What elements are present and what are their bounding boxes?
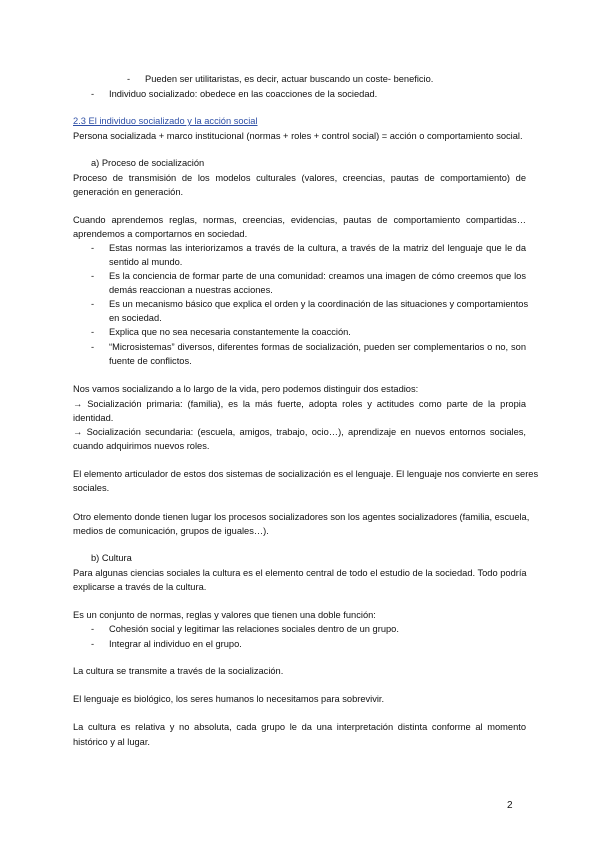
paragraph: sociales. <box>73 483 110 493</box>
subsection-title-a: a) Proceso de socialización <box>91 158 205 168</box>
list-bullet: - <box>91 271 95 281</box>
list-bullet: - <box>91 299 95 309</box>
list-item: Estas normas las interiorizamos a través de la cultura, a través de la matriz del lenguaje que le da <box>109 243 526 253</box>
paragraph: El elemento articulador de estos dos sistemas de socialización es el lenguaje. El lenguaje nos convierte en seres <box>73 469 539 479</box>
paragraph: Es un conjunto de normas, reglas y valores que tienen una doble función: <box>73 610 376 620</box>
formula-text: Persona socializada + marco institucional (normas + roles + control social) = acción o comportamiento social. <box>73 131 523 141</box>
section-heading: 2.3 El individuo socializado y la acción social <box>73 116 258 126</box>
page-number: 2 <box>507 800 513 811</box>
list-bullet: - <box>91 327 95 337</box>
list-item: fuente de conflictos. <box>109 356 192 366</box>
paragraph: medios de comunicación, grupos de iguales…). <box>73 526 269 536</box>
list-item: sentido al mundo. <box>109 257 183 267</box>
paragraph: → Socialización primaria: (familia), es la más fuerte, adopta roles y actitudes como parte de la propia <box>73 399 526 409</box>
list-bullet: - <box>127 74 131 84</box>
paragraph: identidad. <box>73 413 114 423</box>
list-item: Cohesión social y legitimar las relaciones sociales dentro de un grupo. <box>109 624 399 634</box>
paragraph: Para algunas ciencias sociales la cultura es el elemento central de todo el estudio de la sociedad. Todo podría <box>73 568 527 578</box>
list-item: Es la conciencia de formar parte de una comunidad: creamos una imagen de cómo creemos que los <box>109 271 526 281</box>
paragraph: cuando adquirimos nuevos roles. <box>73 441 210 451</box>
paragraph: La cultura se transmite a través de la socialización. <box>73 666 284 676</box>
paragraph: → Socialización secundaria: (escuela, amigos, trabajo, ocio…), aprendizaje en nuevos entornos sociales, <box>73 427 526 437</box>
list-item: “Microsistemas” diversos, diferentes formas de socialización, pueden ser complementarios o no, son <box>109 342 526 352</box>
paragraph: Cuando aprendemos reglas, normas, creencias, evidencias, pautas de comportamiento compartidas… <box>73 215 526 225</box>
paragraph: aprendemos a comportarnos en sociedad. <box>73 229 248 239</box>
paragraph: El lenguaje es biológico, los seres humanos lo necesitamos para sobrevivir. <box>73 694 385 704</box>
list-item: Individuo socializado: obedece en las coacciones de la sociedad. <box>109 89 378 99</box>
list-item: en sociedad. <box>109 313 162 323</box>
paragraph: Proceso de transmisión de los modelos culturales (valores, creencias, pautas de comportamiento) de <box>73 173 526 183</box>
paragraph: Otro elemento donde tienen lugar los procesos socializadores son los agentes socializadores (familia, escuela, <box>73 512 530 522</box>
list-item: Integrar al individuo en el grupo. <box>109 639 242 649</box>
paragraph: Nos vamos socializando a lo largo de la vida, pero podemos distinguir dos estadios: <box>73 384 419 394</box>
list-item: Es un mecanismo básico que explica el orden y la coordinación de las situaciones y comportamientos <box>109 299 529 309</box>
list-item: Explica que no sea necesaria constantemente la coacción. <box>109 327 351 337</box>
paragraph: histórico y al lugar. <box>73 737 150 747</box>
list-item: demás reaccionan a nuestras acciones. <box>109 285 273 295</box>
paragraph: explicarse a través de la cultura. <box>73 582 207 592</box>
paragraph: La cultura es relativa y no absoluta, cada grupo le da una interpretación distinta conforme al momento <box>73 722 526 732</box>
sub-list-item: Pueden ser utilitaristas, es decir, actuar buscando un coste- beneficio. <box>145 74 434 84</box>
list-bullet: - <box>91 624 95 634</box>
paragraph: generación en generación. <box>73 187 184 197</box>
list-bullet: - <box>91 89 95 99</box>
list-bullet: - <box>91 243 95 253</box>
list-bullet: - <box>91 639 95 649</box>
list-bullet: - <box>91 342 95 352</box>
subsection-title-b: b) Cultura <box>91 553 132 563</box>
